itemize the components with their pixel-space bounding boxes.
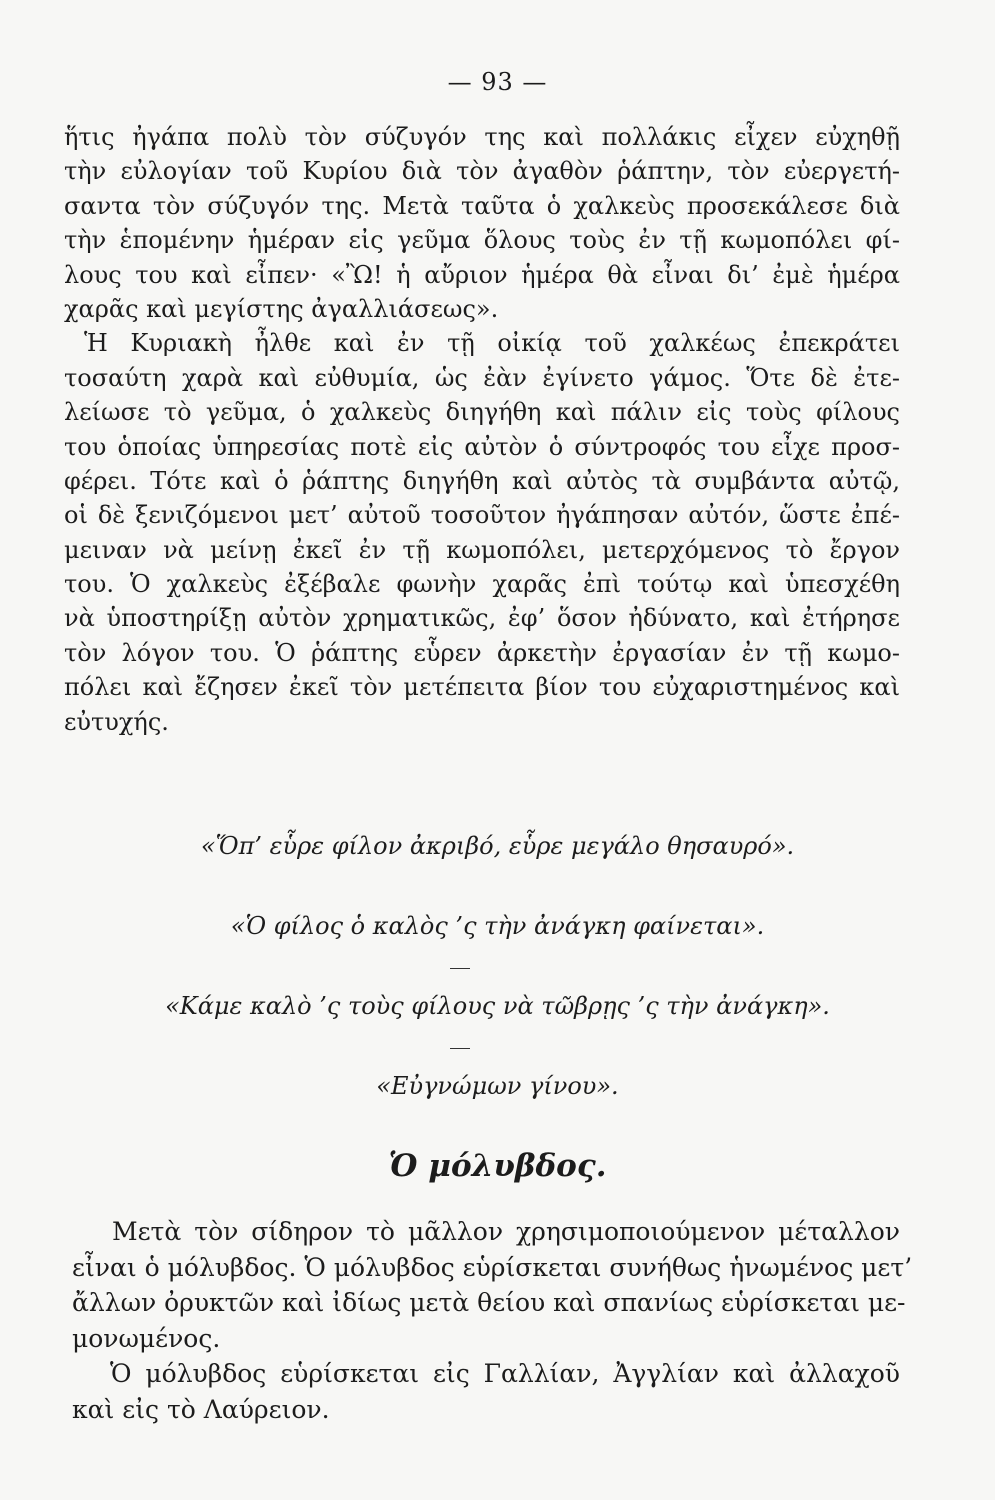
page-number: — 93 —	[447, 68, 548, 96]
proverb: «Εὐγνώμων γίνου».	[376, 1072, 619, 1100]
text-line: τὴν εὐλογίαν τοῦ Κυρίου διὰ τὸν ἀγαθὸν ῥάπτην, τὸν εὐεργετή-	[64, 157, 900, 186]
text-line: τὴν ἑπομένην ἡμέραν εἰς γεῦμα ὅλους τοὺς ἐν τῇ κωμοπόλει φί-	[64, 226, 900, 255]
proverb-divider	[450, 1048, 470, 1049]
text-line: λείωσε τὸ γεῦμα, ὁ χαλκεὺς διηγήθη καὶ πάλιν εἰς τοὺς φίλους	[64, 398, 900, 427]
story-paragraphs	[64, 120, 900, 739]
text-line: φέρει. Τότε καὶ ὁ ῥάπτης διηγήθη καὶ αὐτὸς τὰ συμβάντα αὐτῷ,	[64, 466, 900, 495]
text-line: ἄλλων ὀρυκτῶν καὶ ἰδίως μετὰ θείου καὶ σπανίως εὑρίσκεται με-	[72, 1288, 906, 1318]
text-line: τὸν λόγον του. Ὁ ῥάπτης εὗρεν ἀρκετὴν ἐργασίαν ἐν τῇ κωμο-	[64, 638, 900, 667]
text-line: τοσαύτη χαρὰ καὶ εὐθυμία, ὡς ἐὰν ἐγίνετο γάμος. Ὅτε δὲ ἐτε-	[64, 363, 900, 392]
text-line: του ὁποίας ὑπηρεσίας ποτὲ εἰς αὐτὸν ὁ σύντροφός του εἶχε προσ-	[64, 432, 900, 461]
text-line: σαντα τὸν σύζυγόν της. Μετὰ ταῦτα ὁ χαλκεὺς προσεκάλεσε διὰ	[64, 191, 900, 220]
proverb: «Κάμε καλὸ ’ς τοὺς φίλους νὰ τῶβρῃς ’ς τὴν ἀνάγκη».	[165, 992, 830, 1020]
text-line: του. Ὁ χαλκεὺς ἐξέβαλε φωνὴν χαρᾶς ἐπὶ τούτῳ καὶ ὑπεσχέθη	[64, 570, 900, 599]
text-line: Μετὰ τὸν σίδηρον τὸ μᾶλλον χρησιμοποιούμενον μέταλλον	[112, 1217, 900, 1246]
text-line: οἱ δὲ ξενιζόμενοι μετ’ αὐτοῦ τοσοῦτον ἠγάπησαν αὐτόν, ὥστε ἐπέ-	[64, 501, 900, 530]
text-line: χαρᾶς καὶ μεγίστης ἀγαλλιάσεως».	[64, 294, 499, 323]
text-line: εὐτυχής.	[64, 707, 169, 736]
section-paragraphs	[72, 1214, 913, 1428]
text-line: μονωμένος.	[72, 1323, 221, 1353]
text-line: λους του καὶ εἶπεν· «Ὢ! ἡ αὔριον ἡμέρα θὰ εἶναι δι’ ἐμὲ ἡμέρα	[64, 260, 900, 289]
text-line: Ἡ Κυριακὴ ἦλθε καὶ ἐν τῇ οἰκίᾳ τοῦ χαλκέως ἐπεκράτει	[84, 329, 900, 358]
text-line: Ὁ μόλυβδος εὑρίσκεται εἰς Γαλλίαν, Ἀγγλίαν καὶ ἀλλαχοῦ	[110, 1359, 900, 1389]
proverb-divider	[450, 968, 470, 969]
text-line: εἶναι ὁ μόλυβδος. Ὁ μόλυβδος εὑρίσκεται συνήθως ἡνωμένος μετ’	[72, 1252, 913, 1282]
text-line: καὶ εἰς τὸ Λαύρειον.	[72, 1394, 330, 1424]
text-line: ἥτις ἠγάπα πολὺ τὸν σύζυγόν της καὶ πολλάκις εἶχεν εὐχηθῇ	[64, 123, 900, 151]
proverb: «Ὅπ’ εὗρε φίλον ἀκριβό, εὗρε μεγάλο θησαυρό».	[200, 832, 795, 860]
text-line: πόλει καὶ ἔζησεν ἐκεῖ τὸν μετέπειτα βίον του εὐχαριστημένος καὶ	[64, 673, 900, 702]
text-line: νὰ ὑποστηρίξῃ αὐτὸν χρηματικῶς, ἐφ’ ὅσον ἠδύνατο, καὶ ἐτήρησε	[64, 604, 900, 633]
text-line: μειναν νὰ μείνῃ ἐκεῖ ἐν τῇ κωμοπόλει, μετερχόμενος τὸ ἔργον	[64, 535, 900, 564]
proverb: «Ὁ φίλος ὁ καλὸς ’ς τὴν ἀνάγκη φαίνεται».	[230, 912, 765, 940]
section-title: Ὁ μόλυβδος.	[388, 1148, 607, 1184]
